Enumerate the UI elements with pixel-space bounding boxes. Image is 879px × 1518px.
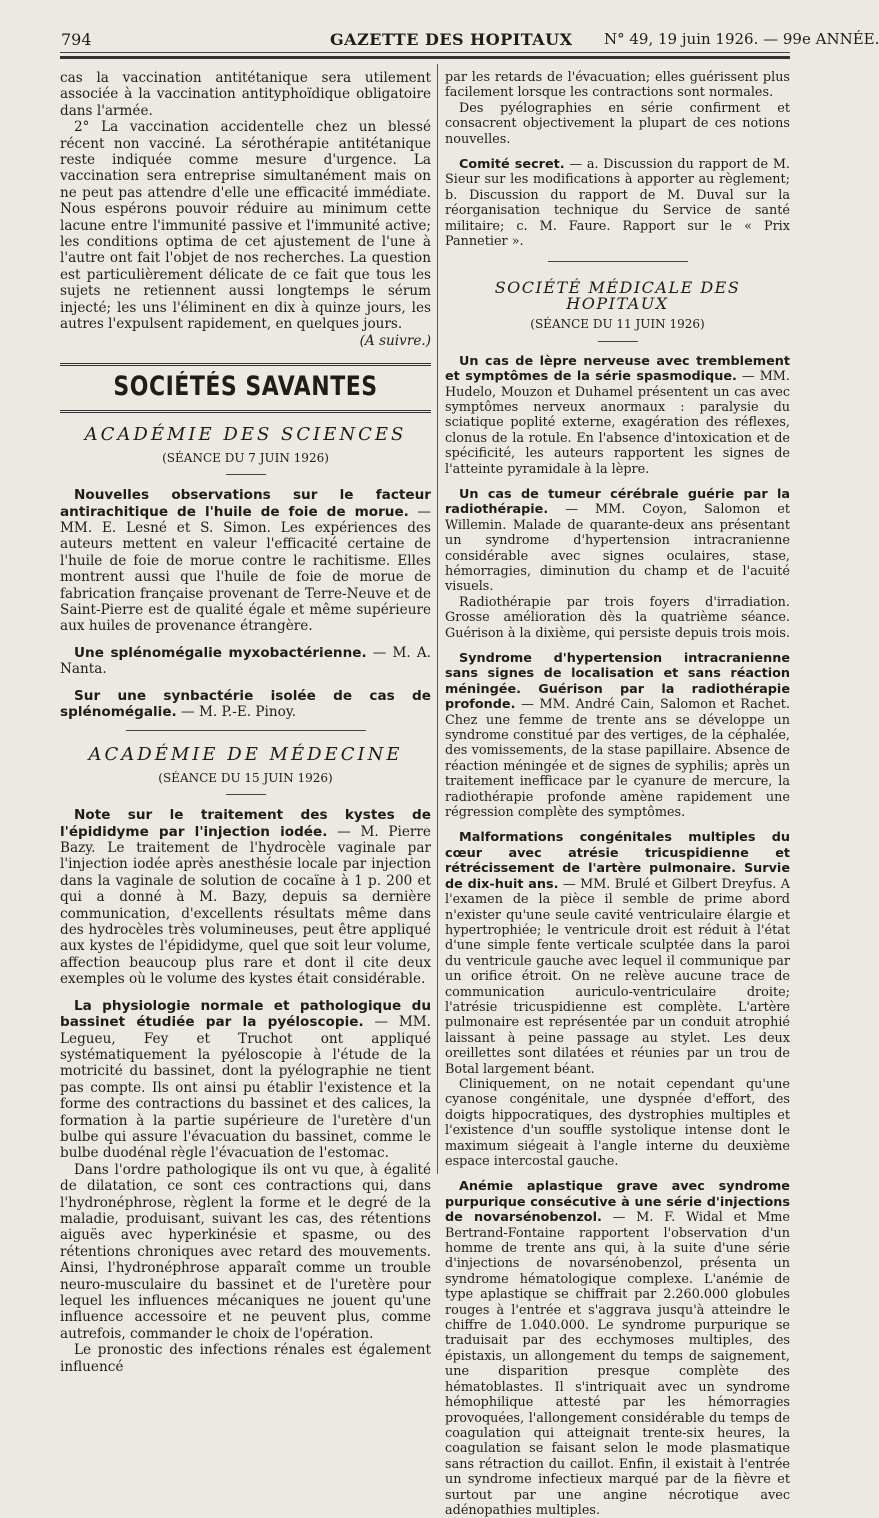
- page-number: 794: [61, 30, 92, 49]
- divider: [126, 730, 366, 731]
- article: [445, 1179, 790, 1518]
- paragraph: par les retards de l'évacuation; elles guérissent plus facilement lorsque les contractions sont normales.: [445, 70, 790, 101]
- article: [445, 157, 790, 249]
- article-title: Syndrome d'hypertension intracranienne sans signes de localisation et sans réaction méningée. Guérison par la radiothérapie profonde.: [445, 651, 790, 713]
- paragraph: cas la vaccination antitétanique sera utilement associée à la vaccination antityphoïdique obligatoire dans l'armée.: [60, 70, 431, 119]
- to-follow-line: [60, 333, 431, 349]
- spacer: [445, 477, 790, 487]
- article-body: — MM. Brulé et Gilbert Dreyfus. A l'examen de la pièce il semble de prime abord n'exister qu'une seule cavité ventriculaire élargie et hypertrophiée; le ventricule droit est réduit à l'état d'une simple fente verticale sculptée dans la paroi du ventricule gauche avec lequel il communique par un orifice étroit. On ne relève aucune trace de communication auriculo-ventriculaire droite; l'atrésie tricuspidienne est complète. L'artère pulmonaire est représentée par un conduit atrophié laissant à peine passage au stylet. Les deux oreillettes sont dilatées et réunies par un trou de Botal largement béant.: [445, 876, 790, 1077]
- article-title: Anémie aplastique grave avec syndrome purpurique consécutive à une série d'injections de novarsénobenzol.: [445, 1179, 790, 1226]
- spacer: [60, 635, 431, 645]
- session-date: (SÉANCE DU 11 JUIN 1926): [530, 317, 705, 332]
- article: [60, 998, 431, 1162]
- to-follow: (A suivre.): [359, 332, 431, 349]
- spacer: [60, 988, 431, 998]
- spacer: [60, 678, 431, 688]
- session-date: (SÉANCE DU 15 JUIN 1926): [158, 770, 333, 785]
- paragraph: Le pronostic des infections rénales est également influencé: [60, 1342, 431, 1375]
- article-body: — a. Discussion du rapport de M. Sieur sur les modifications à apporter au règlement; b. Discussion du rapport de M. Duval sur la réorganisation technique du Service de santé militaire; c. M. Faure. Rapport sur le « Prix Pannetier ».: [445, 157, 790, 250]
- society-heading: SOCIÉTÉ MÉDICALE DES HOPITAUX: [494, 278, 741, 313]
- article-body: — MM. Coyon, Salomon et Willemin. Malade de quarante-deux ans présentant un syndrome d'hypertension intracranienne considérable avec signes oculaires, stase, hémorragies, diminution du champ et de l'acuité visuels.: [445, 502, 790, 595]
- section-title: SOCIÉTÉS SAVANTES: [113, 372, 378, 403]
- academy-heading: ACADÉMIE DE MÉDECINE: [88, 744, 403, 766]
- article-body: — M. F. Widal et Mme Bertrand-Fontaine rapportent l'observation d'un homme de trente ans qui, à la suite d'une série d'injections de novarsénobenzol, présenta un syndrome hématologique complexe. L'anémie de type aplastique se chiffrait par 2.260.000 globules rouges à l'entrée et s'aggrava jusqu'à atteindre le chiffre de 1.040.000. Le syndrome purpurique se traduisait par des ecchymoses multiples, des épistaxis, un allongement du temps de saignement, une disparition presque complète des hématoblastes. Il s'intriquait avec un syndrome hémophilique attesté par les hémorragies provoquées, l'allongement considérable du temps de coagulation qui atteignait trente-six heures, la coagulation se faisant selon le mode plasmatique sans rétraction du caillot. Enfin, il existait à l'entrée un syndrome infectieux marqué par de la fièvre et surtout par une angine nécrotique avec adénopathies multiples.: [445, 1210, 791, 1518]
- article: [445, 651, 790, 820]
- article-title: Un cas de lèpre nerveuse avec tremblement et symptômes de la série spasmodique.: [445, 353, 790, 385]
- session-date: (SÉANCE DU 7 JUIN 1926): [162, 450, 329, 465]
- divider: [548, 261, 688, 262]
- article: [60, 688, 431, 721]
- article-body: — MM. Hudelo, Mouzon et Duhamel présentent un cas avec symptômes nerveux anormaux : paralysie du sciatique poplité externe, exagération des réflexes, clonus de la rotule. En l'absence d'intoxication et de spécificité, les auteurs rapportent les signes de l'atteinte pyramidale à la lèpre.: [445, 369, 790, 477]
- article-title: Note sur le traitement des kystes de l'épididyme par l'injection iodée.: [60, 807, 431, 840]
- article-body: — M. P.-E. Pinoy.: [176, 704, 297, 720]
- spacer: [445, 1169, 790, 1179]
- header-rule: [60, 52, 790, 53]
- article: [445, 487, 790, 595]
- article-title: La physiologie normale et pathologique du bassinet étudiée par la pyéloscopie.: [60, 997, 431, 1031]
- article: [445, 830, 790, 1077]
- right-column: [445, 70, 790, 1518]
- paragraph: Cliniquement, on ne notait cependant qu'une cyanose congénitale, une dyspnée d'effort, des doigts hippocratiques, des dystrophies multiples et l'existence d'un souffle systolique intense dont le maximum siégeait à l'angle interne du deuxième espace intercostal gauche.: [445, 1076, 790, 1169]
- article-title: Une splénomégalie myxobactérienne.: [74, 644, 367, 661]
- header-rule-thick: [60, 56, 790, 59]
- article: [60, 645, 431, 678]
- paragraph: 2° La vaccination accidentelle chez un blessé récent non vacciné. La sérothérapie antitétanique reste indiquée comme mesure d'urgence. La vaccination sera entreprise simultanément mais on ne peut pas attendre d'elle une efficacité immédiate. Nous espérons pouvoir réduire au minimum cette lacune entre l'immunité passive et l'immunité active; les conditions optima de cet ajustement de l'une à l'autre ont fait l'objet de nos recherches. La question est particulièrement délicate de ce fait que tous les sujets ne retiennent aussi longtemps le sérum injecté; les uns l'éliminent en dix à quinze jours, les autres l'expulsent rapidement, en quelques jours.: [60, 119, 431, 333]
- article-body: — MM. E. Lesné et S. Simon. Les expériences des auteurs mettent en valeur l'efficacité certaine de l'huile de foie de morue contre le rachitisme. Elles montrent aussi que l'huile de foie de morue de fabrication française provenant de Terre-Neuve et de Saint-Pierre est de qualité égale et même supérieure aux huiles de provenance étrangère.: [60, 503, 431, 635]
- article-title: Nouvelles observations sur le facteur antirachitique de l'huile de foie de morue.: [60, 487, 431, 520]
- paragraph: Radiothérapie par trois foyers d'irradiation. Grosse amélioration dès la quatrième séance. Guérison à la dixième, qui persiste depuis trois mois.: [445, 594, 790, 641]
- paragraph: Dans l'ordre pathologique ils ont vu que, à égalité de dilatation, ce sont ces contractions qui, dans l'hydronéphrose, règlent la forme et le degré de la maladie, produisant, suivant les cas, des rétentions aiguës avec hyperkinésie et spasme, ou des rétentions chroniques avec retard des mouvements. Ainsi, l'hydronéphrose apparaît comme un trouble neuro-musculaire du bassinet et de l'uretère pour lequel les influences mécaniques ne jouent qu'une influence accessoire et ne peuvent plus, comme autrefois, commander le choix de l'opération.: [60, 1161, 431, 1342]
- page-header: [0, 0, 879, 60]
- section-rule-top: [60, 363, 431, 366]
- article-body: — MM. Legueu, Fey et Truchot ont appliqué systématiquement la pyéloscopie à l'étude de la motricité du bassinet, dont la pyélographie ne tient pas compte. Ils ont ainsi pu établir l'existence et la forme des contractions du bassinet et des calices, la formation à la partie supérieure de l'uretère d'un bulbe qui assure l'évacuation du bassinet, comme le bulbe duodénal règle l'évacuation de l'estomac.: [60, 1014, 431, 1162]
- article: [445, 354, 790, 477]
- article-title: Malformations congénitales multiples du cœur avec atrésie tricuspidienne et rétrécissement de l'artère pulmonaire. Survie de dix-huit ans.: [445, 830, 790, 892]
- divider: [226, 474, 266, 475]
- article-title: Comité secret.: [459, 157, 565, 173]
- spacer: [445, 641, 790, 651]
- column-divider: [437, 64, 438, 1174]
- article-body: — M. Pierre Bazy. Le traitement de l'hydrocèle vaginale par l'injection iodée après anesthésie locale par injection dans la vaginale de solution de cocaïne à 1 p. 200 et qui a donné à M. Bazy, depuis sa dernière communication, d'excellents résultats même dans des hydrocèles très volumineuses, peut être appliqué aux kystes de l'épididyme, quel que soit leur volume, affection beaucoup plus rare et dont il cite deux exemples où le volume des kystes était considérable.: [60, 823, 431, 988]
- article: [60, 807, 431, 987]
- article-title: Sur une synbactérie isolée de cas de splénomégalie.: [60, 687, 431, 720]
- journal-title: GAZETTE DES HOPITAUX: [330, 30, 573, 49]
- spacer: [445, 820, 790, 830]
- left-column: [60, 70, 431, 1375]
- divider: [598, 341, 638, 342]
- divider: [226, 794, 266, 795]
- issue-info: N° 49, 19 juin 1926. — 99e ANNÉE.: [604, 30, 879, 48]
- spacer: [445, 147, 790, 157]
- article-body: — M. A. Nanta.: [60, 644, 431, 678]
- section-rule-bottom: [60, 410, 431, 413]
- article-title: Un cas de tumeur cérébrale guérie par la radiothérapie.: [445, 486, 790, 518]
- article: [60, 487, 431, 635]
- article-body: — MM. André Cain, Salomon et Rachet. Chez une femme de trente ans se développe un syndrome constitué par des vertiges, de la céphalée, des vomissements, de la stase papillaire. Absence de réaction méningée et de signes de syphilis; après un traitement inefficace par le cyanure de mercure, la radiothérapie profonde amène rapidement une régression complète des symptômes.: [445, 697, 790, 821]
- academy-heading: ACADÉMIE DES SCIENCES: [84, 424, 407, 446]
- paragraph: Des pyélographies en série confirment et consacrent objectivement la plupart de ces notions nouvelles.: [445, 100, 790, 147]
